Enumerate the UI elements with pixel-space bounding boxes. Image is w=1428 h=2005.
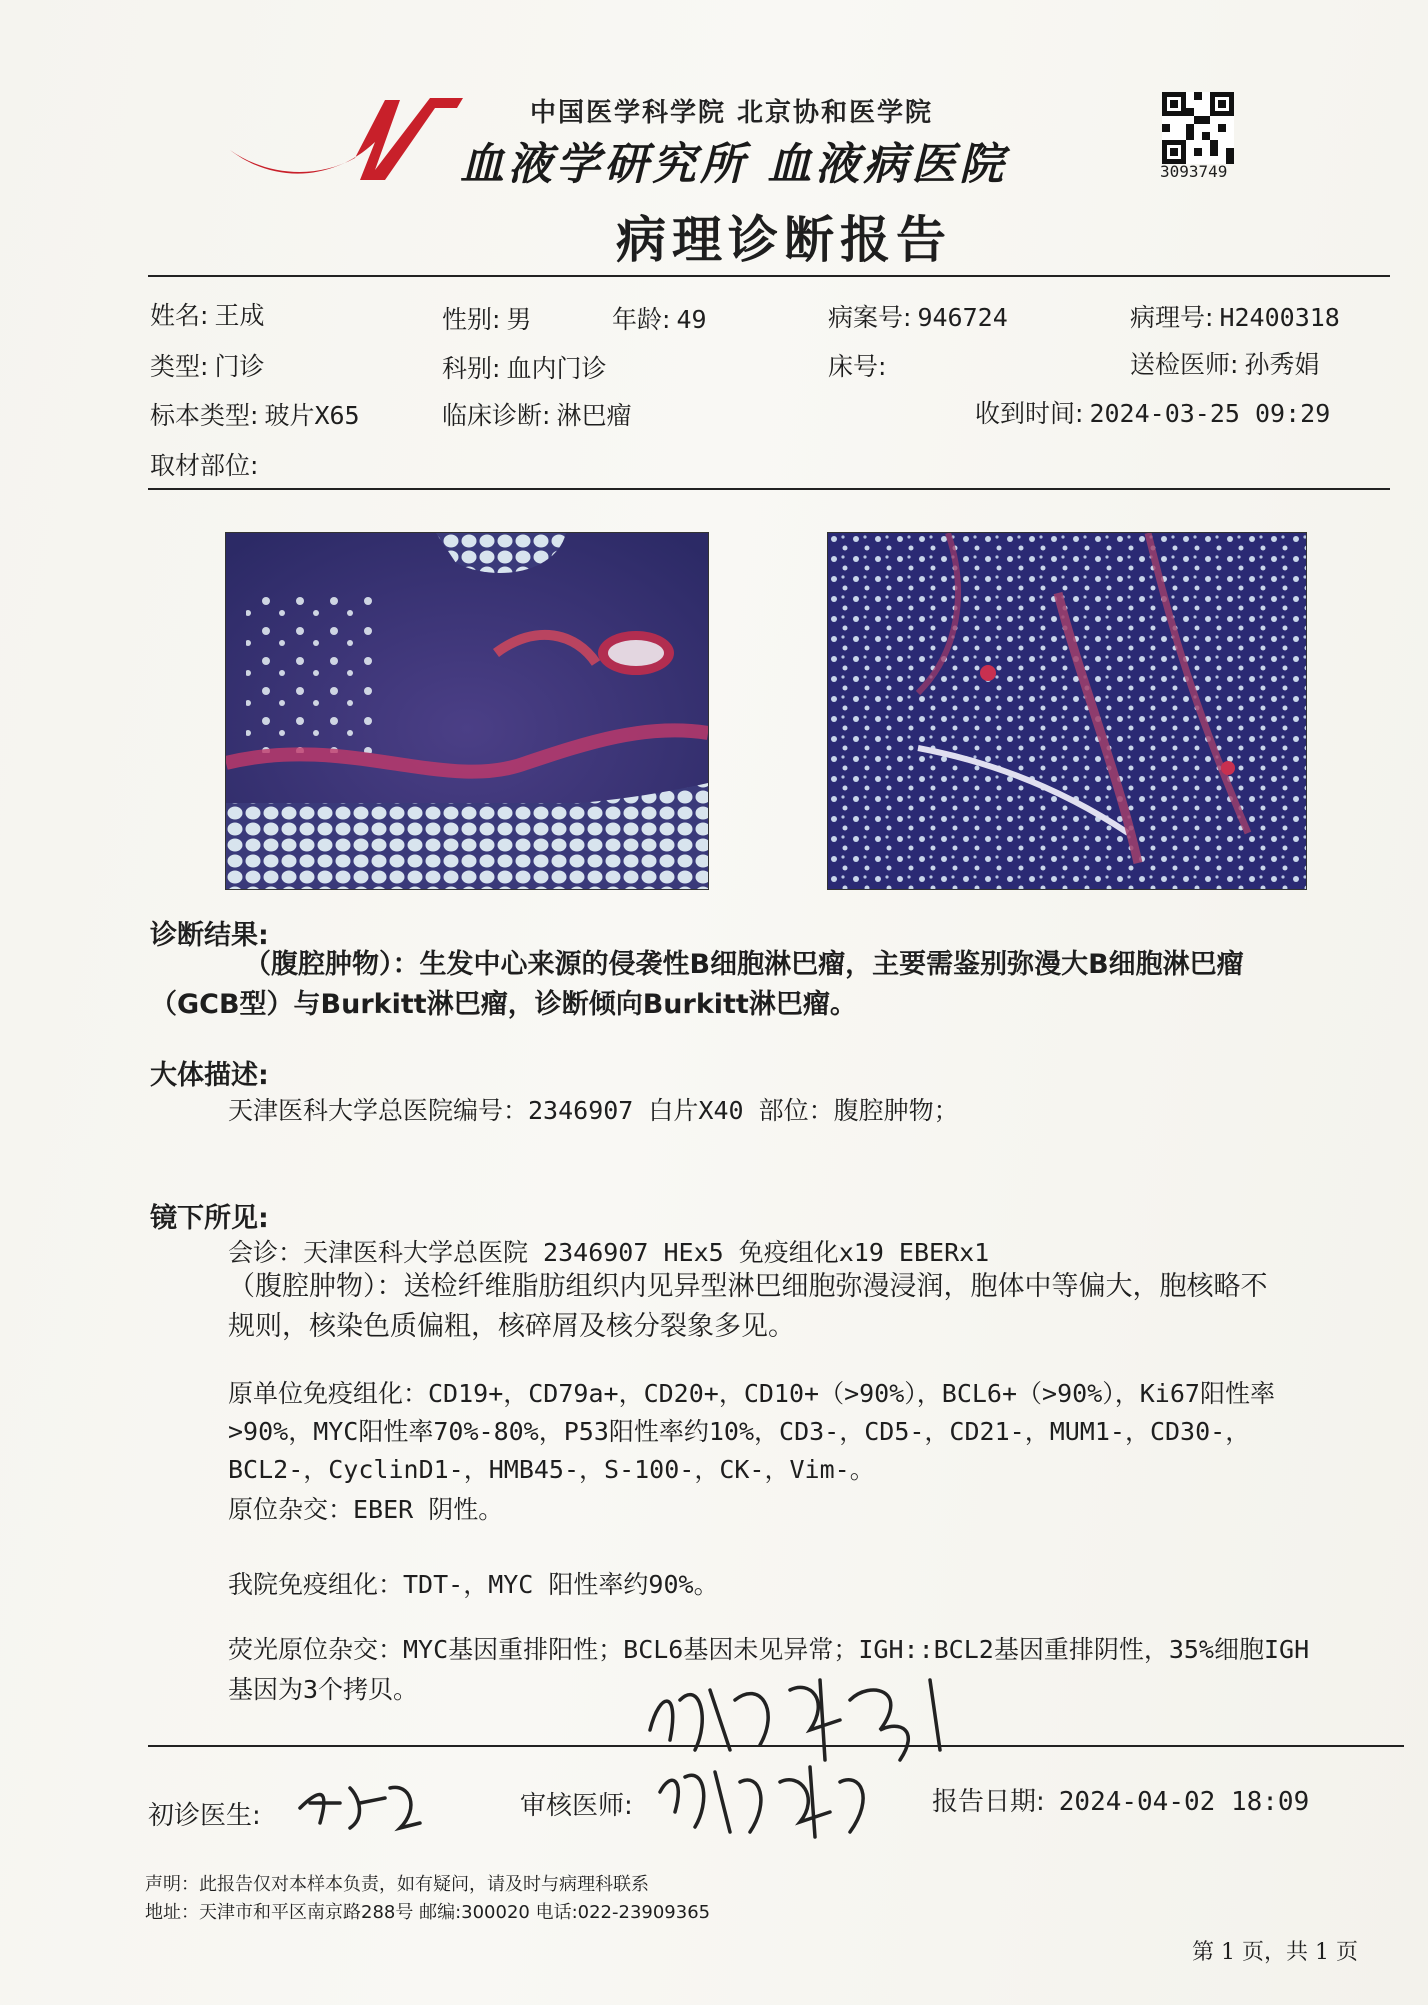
microscopy-consult: 会诊：天津医科大学总医院 2346907 HEx5 免疫组化x19 EBERx1 [228, 1238, 990, 1267]
report-title: 病理诊断报告 [616, 211, 952, 269]
gross-text: 天津医科大学总医院编号：2346907 白片X40 部位：腹腔肿物； [228, 1096, 959, 1125]
report-date-field: 报告日期: 2024-04-02 18:09 [932, 1787, 1310, 1817]
org-line-main: 血液学研究所 血液病医院 [460, 139, 1008, 190]
footer-address: 地址：天津市和平区南京路288号 邮编:300020 电话:022-23909365 [145, 1902, 711, 1923]
field-age: 年龄: 49 [612, 305, 707, 334]
field-record-number: 病案号: 946724 [828, 303, 1008, 332]
diagnosis-heading: 诊断结果: [150, 920, 269, 951]
field-sex: 性别: 男 [442, 305, 532, 334]
field-name: 姓名: 王成 [150, 301, 265, 330]
field-department: 科别: 血内门诊 [442, 354, 607, 383]
field-pathology-number: 病理号: H2400318 [1130, 303, 1340, 332]
footer-disclaimer: 声明：此报告仅对本样本负责，如有疑问，请及时与病理科联系 [145, 1874, 649, 1895]
field-received-time: 收到时间: 2024-03-25 09:29 [975, 399, 1331, 428]
org-line-top: 中国医学科学院 北京协和医学院 [530, 98, 934, 128]
initial-doctor-label: 初诊医生: [148, 1801, 261, 1831]
field-visit-type: 类型: 门诊 [150, 352, 265, 381]
field-referring-doctor: 送检医师: 孙秀娟 [1130, 350, 1320, 379]
qr-number: 3093749 [1160, 162, 1228, 181]
gross-heading: 大体描述: [150, 1060, 269, 1091]
reviewer-signature [650, 1752, 880, 1842]
page-number: 第 1 页，共 1 页 [1192, 1940, 1358, 1965]
microscopy-ish: 原位杂交：EBER 阴性。 [228, 1495, 504, 1524]
microscopy-description: （腹腔肿物）：送检纤维脂肪组织内见异型淋巴细胞弥漫浸润，胞体中等偏大，胞核略不规则，核染色质偏粗，核碎屑及核分裂象多见。 [228, 1271, 1268, 1342]
field-bed: 床号: [828, 352, 887, 381]
microscopy-ihc-our-hospital: 我院免疫组化：TDT-，MYC 阳性率约90%。 [228, 1570, 719, 1599]
qr-code-icon [1162, 92, 1234, 164]
divider-top [148, 275, 1390, 277]
hospital-logo-icon [225, 80, 465, 190]
micrograph-low-power [225, 532, 709, 890]
microscopy-ihc-original: 原单位免疫组化：CD19+，CD79a+，CD20+，CD10+（>90%），BCL6+（>90%），Ki67阳性率>90%，MYC阳性率70%-80%，P53阳性率约10%，CD3-，CD5-，CD21-，MUM1-，CD30-，BCL2-，CyclinD1-，HMB45-，S-100-，CK-，Vim-。 [228, 1379, 1275, 1484]
microscopy-fish: 荧光原位杂交：MYC基因重排阳性；BCL6基因未见异常；IGH::BCL2基因重排阴性，35%细胞IGH基因为3个拷贝。 [228, 1635, 1310, 1704]
divider-signoff [148, 1745, 1404, 1747]
reviewer-label: 审核医师: [520, 1791, 633, 1821]
initial-doctor-signature [290, 1768, 430, 1838]
field-clinical-diagnosis: 临床诊断: 淋巴瘤 [442, 401, 632, 430]
micrograph-high-power [827, 532, 1307, 890]
microscopy-heading: 镜下所见: [150, 1203, 269, 1234]
field-sampling-site: 取材部位: [150, 451, 259, 480]
divider-info [148, 488, 1390, 490]
field-specimen-type: 标本类型: 玻片X65 [150, 401, 360, 430]
diagnosis-text: （腹腔肿物）：生发中心来源的侵袭性B细胞淋巴瘤，主要需鉴别弥漫大B细胞淋巴瘤（GCB型）与Burkitt淋巴瘤，诊断倾向Burkitt淋巴瘤。 [150, 949, 1244, 1020]
